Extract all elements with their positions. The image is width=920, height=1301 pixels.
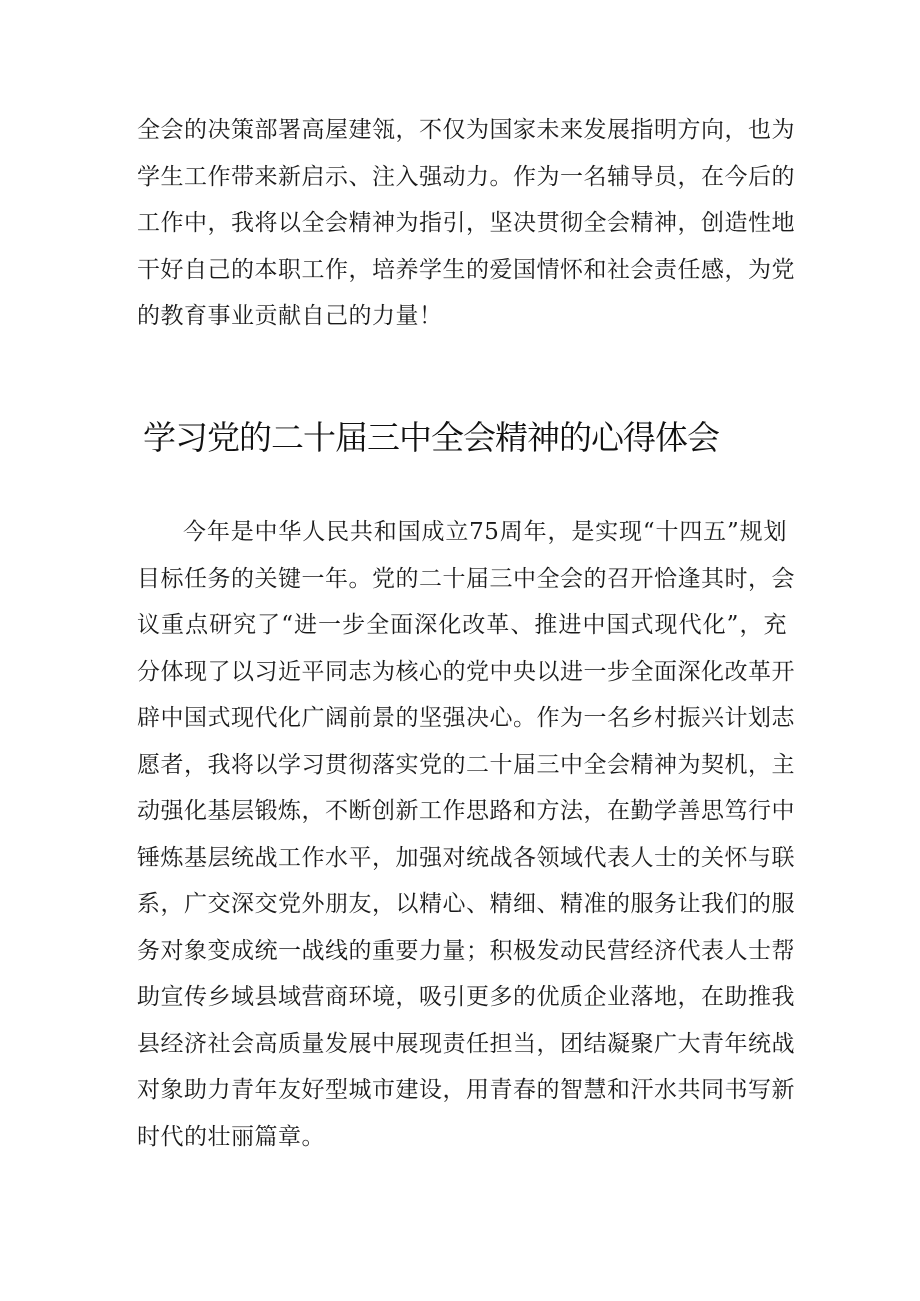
paragraph-line: 愿者，我将以学习贯彻落实党的二十届三中全会精神为契机，主 [137, 751, 795, 778]
paragraph-line: 工作中，我将以全会精神为指引，坚决贯彻全会精神，创造性地 [137, 210, 795, 236]
paragraph-line: 分体现了以习近平同志为核心的党中央以进一步全面深化改革开 [137, 658, 795, 685]
section-title: 学习党的二十届三中全会精神的心得体会 [143, 418, 719, 457]
paragraph-line: 时代的壮丽篇章。 [137, 1123, 325, 1150]
paragraph-line: 对象助力青年友好型城市建设，用青春的智慧和汗水共同书写新 [137, 1077, 795, 1103]
paragraph-line: 议重点研究了“进一步全面深化改革、推进中国式现代化”，充 [137, 612, 787, 638]
paragraph-line: 动强化基层锻炼，不断创新工作思路和方法，在勤学善思笃行中 [137, 798, 795, 824]
paragraph-line: 今年是中华人民共和国成立75周年，是实现“十四五”规划 [183, 519, 787, 545]
paragraph-line: 县经济社会高质量发展中展现责任担当，团结凝聚广大青年统战 [137, 1030, 795, 1057]
paragraph-line: 辟中国式现代化广阔前景的坚强决心。作为一名乡村振兴计划志 [137, 705, 795, 731]
paragraph-line: 学生工作带来新启示、注入强动力。作为一名辅导员，在今后的 [137, 163, 795, 190]
closing-paragraph [137, 107, 795, 340]
paragraph-line: 锤炼基层统战工作水平，加强对统战各领域代表人士的关怀与联 [137, 844, 795, 871]
paragraph-line: 的教育事业贡献自己的力量！ [137, 303, 443, 329]
paragraph-line: 务对象变成统一战线的重要力量；积极发动民营经济代表人士帮 [137, 937, 795, 964]
paragraph-line: 干好自己的本职工作，培养学生的爱国情怀和社会责任感，为党 [137, 256, 795, 283]
paragraph-line: 目标任务的关键一年。党的二十届三中全会的召开恰逢其时，会 [137, 565, 795, 592]
body-paragraph [137, 509, 795, 1160]
paragraph-line: 全会的决策部署高屋建瓴，不仅为国家未来发展指明方向，也为 [137, 117, 795, 143]
paragraph-line: 系，广交深交党外朋友，以精心、精细、精准的服务让我们的服 [137, 891, 795, 917]
paragraph-line: 助宣传乡域县域营商环境，吸引更多的优质企业落地，在助推我 [137, 984, 795, 1010]
